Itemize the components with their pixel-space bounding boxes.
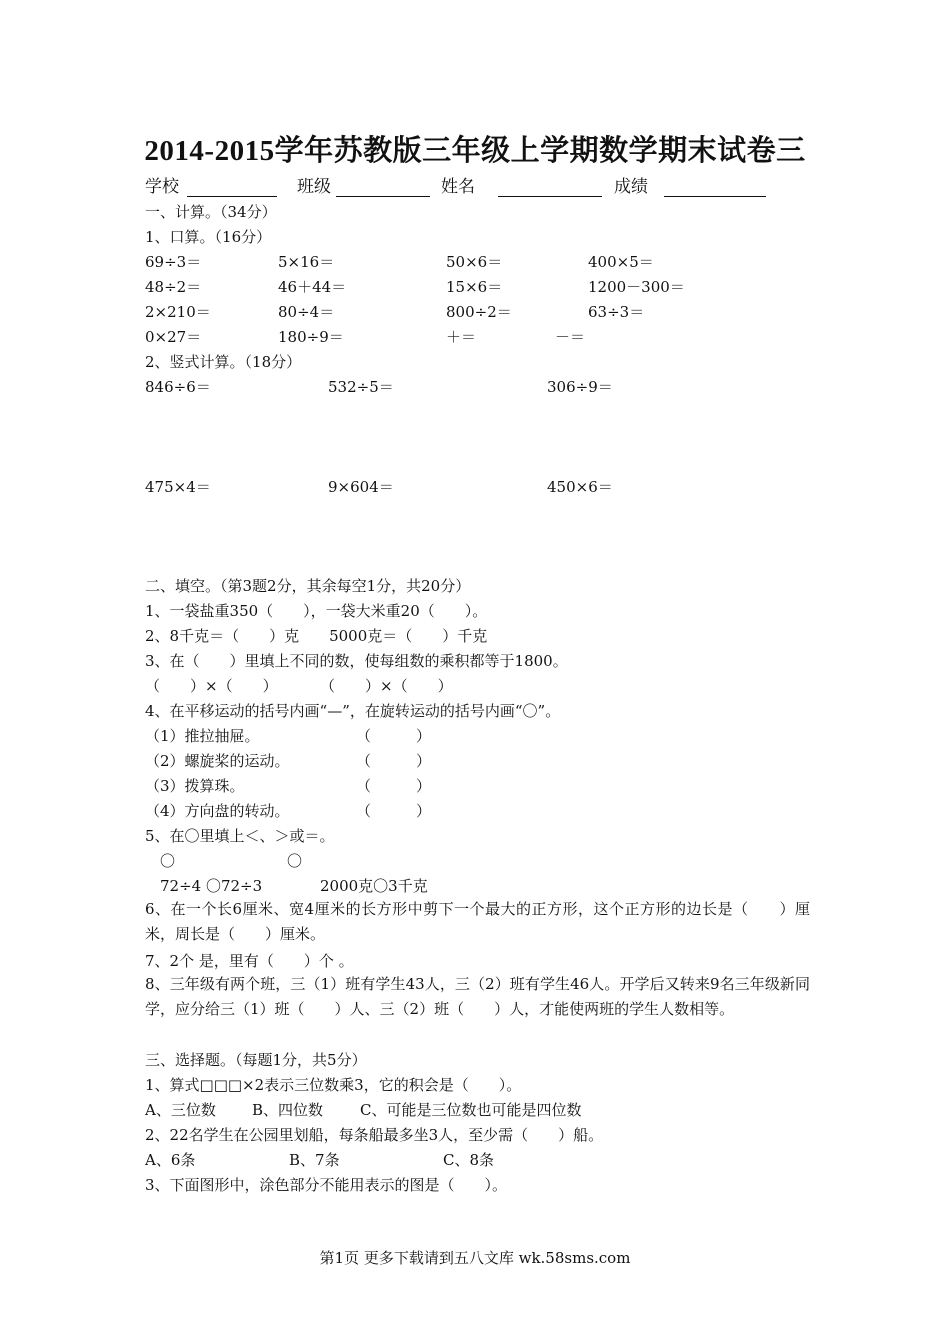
oral-problem: 69÷3＝ [145, 253, 202, 271]
compare-item-a: 72÷4 〇72÷3 [160, 877, 263, 895]
motion-item-blank[interactable]: （ ） [356, 802, 432, 820]
vertical-problem: 9×604＝ [328, 478, 394, 496]
motion-item-blank[interactable]: （ ） [356, 752, 432, 770]
circle-icon: 〇 [160, 852, 176, 870]
oral-problem: 48÷2＝ [145, 278, 202, 296]
section-3-heading: 三、选择题。（每题1分，共5分） [145, 1051, 367, 1069]
vertical-problem: 475×4＝ [145, 478, 211, 496]
fill-question-6: 6、在一个长6厘米、宽4厘米的长方形中剪下一个最大的正方形，这个正方形的边长是（ ）厘米，周长是（ ）厘米。 [145, 900, 810, 943]
oral-problem: －＝ [555, 328, 586, 346]
page-title: 2014-2015学年苏教版三年级上学期数学期末试卷三 [144, 135, 806, 167]
vertical-problem: 450×6＝ [547, 478, 613, 496]
choice-option[interactable]: A、6条 [145, 1151, 196, 1169]
choice-question-1: 1、算式□□□×2表示三位数乘3，它的积会是（ ）。 [145, 1076, 522, 1094]
fill-question-3: 3、在（ ）里填上不同的数，使每组数的乘积都等于1800。 [145, 652, 568, 670]
vertical-problem: 532÷5＝ [328, 378, 394, 396]
choice-question-2: 2、22名学生在公园里划船，每条船最多坐3人，至少需（ ）船。 [145, 1126, 604, 1144]
motion-item-label: （4）方向盘的转动。 [145, 802, 290, 820]
oral-problem: ＋＝ [446, 328, 477, 346]
page-footer: 第1页 更多下载请到五八文库 wk.58sms.com [319, 1249, 631, 1267]
choice-option[interactable]: C、8条 [443, 1151, 495, 1169]
choice-option[interactable]: C、可能是三位数也可能是四位数 [360, 1101, 582, 1119]
fill-question-5: 5、在〇里填上＜、＞或＝。 [145, 827, 335, 845]
fill-question-2: 2、8千克＝（ ）克 5000克＝（ ）千克 [145, 627, 488, 645]
compare-item-b: 2000克〇3千克 [320, 877, 428, 895]
oral-problem: 1200－300＝ [588, 278, 685, 296]
motion-item-blank[interactable]: （ ） [356, 727, 432, 745]
score-label: 成绩 [614, 177, 648, 197]
fill-question-7: 7、2个 是，里有（ ）个 。 [145, 952, 354, 970]
oral-problem: 63÷3＝ [588, 303, 645, 321]
vertical-problem: 846÷6＝ [145, 378, 211, 396]
oral-problem: 80÷4＝ [278, 303, 335, 321]
oral-problem: 0×27＝ [145, 328, 202, 346]
oral-problem: 180÷9＝ [278, 328, 344, 346]
vertical-heading: 2、竖式计算。（18分） [145, 353, 302, 371]
oral-problem: 5×16＝ [278, 253, 335, 271]
name-label: 姓名 [441, 177, 475, 197]
name-blank[interactable] [498, 196, 602, 197]
fill-question-3-blank-a[interactable]: （ ）×（ ） [145, 677, 278, 695]
oral-heading: 1、口算。（16分） [145, 228, 272, 246]
circle-icon: 〇 [287, 852, 303, 870]
oral-problem: 46＋44＝ [278, 278, 347, 296]
school-label: 学校 [145, 177, 179, 197]
section-1-heading: 一、计算。（34分） [145, 203, 277, 221]
section-2-heading: 二、填空。（第3题2分，其余每空1分，共20分） [145, 577, 471, 595]
class-blank[interactable] [336, 196, 430, 197]
choice-option[interactable]: A、三位数 [145, 1101, 216, 1119]
fill-question-3-blank-b[interactable]: （ ）×（ ） [320, 677, 453, 695]
choice-question-3: 3、下面图形中，涂色部分不能用表示的图是（ ）。 [145, 1176, 508, 1194]
oral-problem: 2×210＝ [145, 303, 211, 321]
choice-option[interactable]: B、7条 [289, 1151, 340, 1169]
oral-problem: 800÷2＝ [446, 303, 512, 321]
motion-item-label: （2）螺旋桨的运动。 [145, 752, 290, 770]
choice-option[interactable]: B、四位数 [252, 1101, 324, 1119]
vertical-problem: 306÷9＝ [547, 378, 613, 396]
class-label: 班级 [297, 177, 331, 197]
oral-problem: 400×5＝ [588, 253, 654, 271]
score-blank[interactable] [664, 196, 766, 197]
school-blank[interactable] [187, 196, 277, 197]
fill-question-1: 1、一袋盐重350（ ），一袋大米重20（ ）。 [145, 602, 488, 620]
motion-item-label: （3）拨算珠。 [145, 777, 245, 795]
motion-item-label: （1）推拉抽屉。 [145, 727, 260, 745]
motion-item-blank[interactable]: （ ） [356, 777, 432, 795]
fill-question-8: 8、三年级有两个班，三（1）班有学生43人，三（2）班有学生46人。开学后又转来9名三年级新同学，应分给三（1）班（ ）人、三（2）班（ ）人，才能使两班的学生人数相等。 [145, 975, 810, 1018]
fill-question-4: 4、在平移运动的括号内画“—”，在旋转运动的括号内画“〇”。 [145, 702, 561, 720]
oral-problem: 50×6＝ [446, 253, 503, 271]
oral-problem: 15×6＝ [446, 278, 503, 296]
